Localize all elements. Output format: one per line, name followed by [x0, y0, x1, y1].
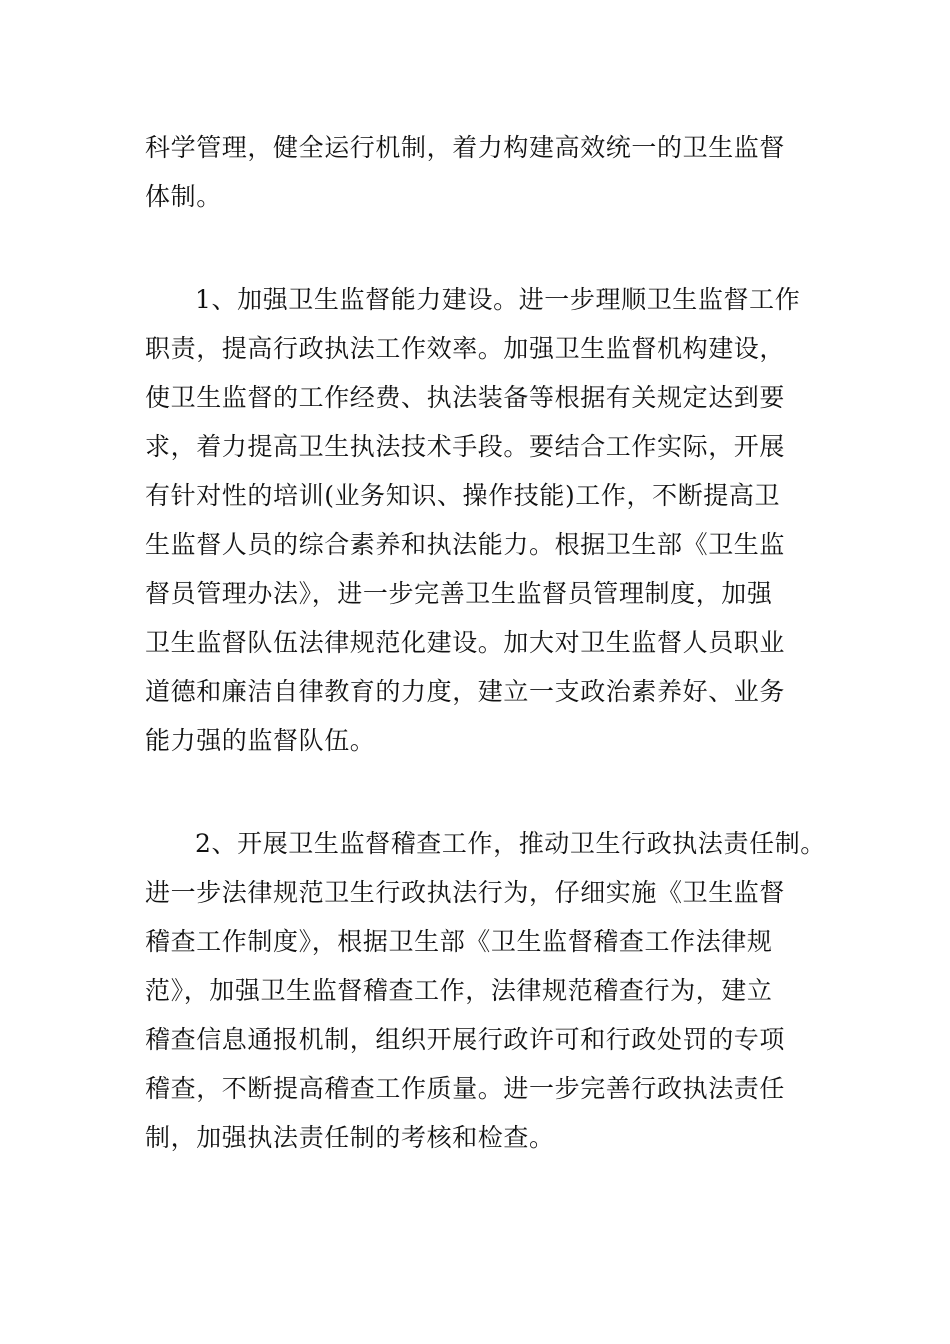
paragraph-line: 求，着力提高卫生执法技术手段。要结合工作实际，开展	[145, 432, 786, 461]
paragraph-line: 职责，提高行政执法工作效率。加强卫生监督机构建设，	[145, 334, 786, 363]
paragraph-line: 体制。	[145, 182, 222, 211]
paragraph-line: 1、加强卫生监督能力建设。进一步理顺卫生监督工作	[195, 285, 801, 314]
paragraph-line: 进一步法律规范卫生行政执法行为，仔细实施《卫生监督	[145, 878, 786, 907]
paragraph-line: 督员管理办法》，进一步完善卫生监督员管理制度，加强	[145, 579, 773, 608]
paragraph-line: 2、开展卫生监督稽查工作，推动卫生行政执法责任制。	[195, 829, 826, 858]
paragraph-line: 范》，加强卫生监督稽查工作，法律规范稽查行为，建立	[145, 976, 773, 1005]
paragraph-line: 稽查，不断提高稽查工作质量。进一步完善行政执法责任	[145, 1074, 786, 1103]
paragraph-line: 能力强的监督队伍。	[145, 726, 376, 755]
paragraph-line: 生监督人员的综合素养和执法能力。根据卫生部《卫生监	[145, 530, 786, 559]
paragraph-line: 有针对性的培训(业务知识、操作技能)工作，不断提高卫	[145, 481, 781, 510]
paragraph-line: 稽查工作制度》，根据卫生部《卫生监督稽查工作法律规	[145, 927, 773, 956]
paragraph-line: 制，加强执法责任制的考核和检查。	[145, 1123, 555, 1152]
paragraph-line: 道德和廉洁自律教育的力度，建立一支政治素养好、业务	[145, 677, 786, 706]
paragraph-line: 科学管理，健全运行机制，着力构建高效统一的卫生监督	[145, 133, 786, 162]
paragraph-line: 卫生监督队伍法律规范化建设。加大对卫生监督人员职业	[145, 628, 786, 657]
paragraph-line: 使卫生监督的工作经费、执法装备等根据有关规定达到要	[145, 383, 786, 412]
paragraph-line: 稽查信息通报机制，组织开展行政许可和行政处罚的专项	[145, 1025, 786, 1054]
